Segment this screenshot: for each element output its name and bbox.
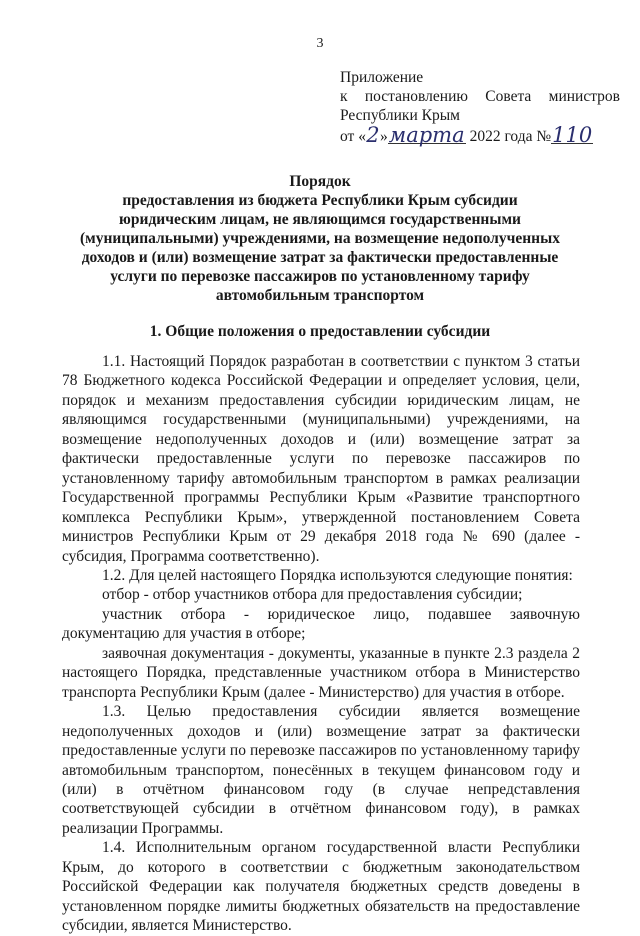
handwritten-number: 110: [552, 123, 593, 147]
appendix-resolution-line: к постановлению Совета министров: [340, 88, 620, 105]
paragraph-1-3: 1.3. Целью предоставления субсидии является возмещение недополученных доходов и (или) возмещение затрат за фактически предоставленные услуги по перевозке пассажиров по установленному тарифу автомобильным транспортом, понесённых в текущем финансовом году и (или) в отчётном финансовом году (в случае непредставления соответствующей субсидии в отчётном финансовом году), в рамках реализации Программы.: [62, 703, 580, 837]
handwritten-day: 2: [366, 123, 380, 147]
definition-uchastnik: участник отбора - юридическое лицо, подавшее заявочную документацию для участия в отборе;: [62, 605, 580, 643]
appendix-date-line: [340, 125, 620, 146]
paragraph-1-4: 1.4. Исполнительным органом государственной власти Республики Крым, до которого в соответствии с бюджетным законодательством Российской Федерации как получателя бюджетных средств доведены в установленном порядке лимиты бюджетных обязательств на предоставление субсидии, является Министерство.: [62, 839, 580, 935]
title-line: доходов и (или) возмещение затрат за фактически предоставленные: [81, 249, 559, 266]
paragraph-1-2: 1.2. Для целей настоящего Порядка используются следующие понятия:: [102, 566, 573, 584]
page-number: 3: [316, 36, 324, 51]
title-line: юридическим лицам, не являющимся государственными: [119, 211, 521, 228]
appendix-republic-line: Республики Крым: [340, 107, 460, 124]
date-mid: »: [379, 128, 388, 145]
paragraph-1-1: 1.1. Настоящий Порядок разработан в соответствии с пунктом 3 статьи 78 Бюджетного кодекса Российской Федерации и определяет условия, цели, порядок и механизм предоставления субсидии юридическим лицам, не являющимся государственными (муниципальными) учреждениями, на возмещение недополученных доходов и (или) возмещение затрат за фактически предоставленные услуги по перевозке пассажиров по установленному тарифу автомобильным транспортом в рамках реализации Государственной программы Республики Крым «Развитие транспортного комплекса Республики Крым», утвержденной постановлением Совета министров Республики Крым от 29 декабря 2018 года № 690 (далее - субсидия, Программа соответственно).: [62, 353, 580, 565]
title-line: услуги по перевозке пассажиров по установленному тарифу: [110, 268, 530, 285]
title-line: предоставления из бюджета Республики Крым субсидии: [122, 192, 518, 209]
document-body: [62, 352, 580, 936]
appendix-label: Приложение: [340, 69, 424, 86]
handwritten-month: марта: [388, 123, 465, 147]
definition-dokumentaciya: заявочная документация - документы, указанные в пункте 2.3 раздела 2 настоящего Порядка, представленные участником отбора в Министерство транспорта Республики Крым (далее - Министерство) для участия в отборе.: [62, 644, 580, 701]
title-line: (муниципальными) учреждениями, на возмещение недополученных: [80, 230, 560, 247]
definition-otbor: отбор - отбор участников отбора для предоставления субсидии;: [102, 586, 523, 604]
date-prefix: от «: [340, 128, 366, 145]
section-heading: 1. Общие положения о предоставлении субсидии: [149, 323, 491, 340]
appendix-block: [340, 68, 620, 146]
date-suffix: 2022 года №: [465, 128, 552, 145]
document-title: [40, 172, 600, 305]
title-line: Порядок: [289, 173, 351, 190]
title-line: автомобильным транспортом: [215, 287, 425, 304]
